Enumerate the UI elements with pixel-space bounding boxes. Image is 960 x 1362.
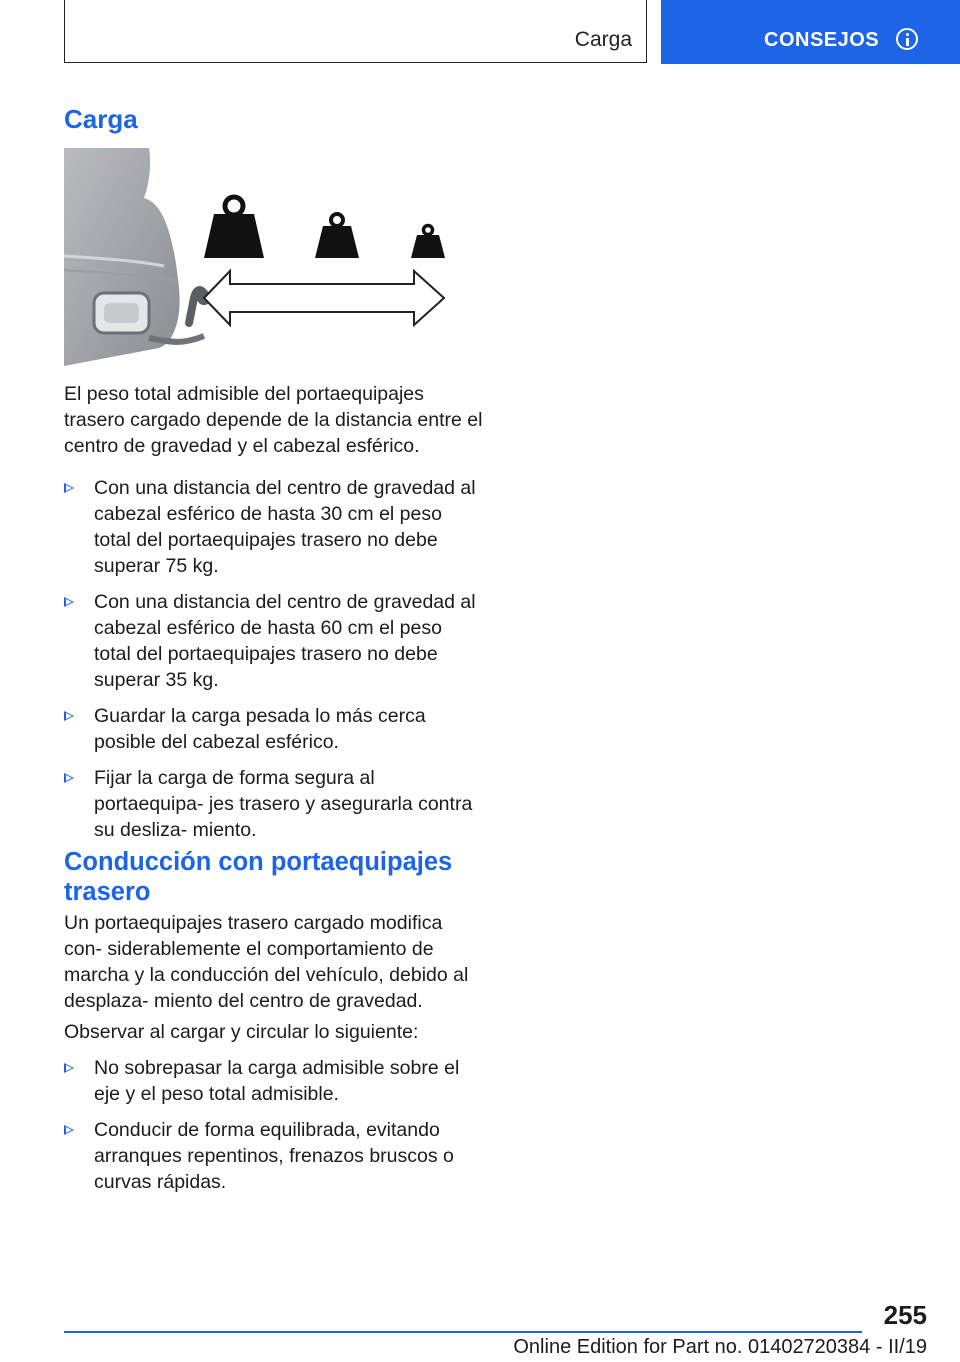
carga-intro-paragraph: El peso total admisible del portaequipajes trasero cargado depende de la distancia entre el centro de gravedad y el cabezal esférico. [64,383,483,457]
conduccion-paragraph-2: Observar al cargar y circular lo siguiente: [64,1021,419,1043]
vehicle-rear-illustration [64,148,211,366]
bullet-triangle-icon [64,597,74,607]
weight-icon-medium [315,214,359,258]
section-heading-carga: Carga [64,104,138,134]
footer-divider [64,1331,862,1333]
footer-edition-text: Online Edition for Part no. 01402720384 - II/19 [513,1336,927,1358]
bullet-triangle-icon [64,1125,74,1135]
list-item: Con una distancia del centro de gravedad al cabezal esférico de hasta 60 cm el peso total del portaequipajes trasero no debe superar 35 kg. [64,589,484,693]
list-item: Fijar la carga de forma segura al portaequipa‐ jes trasero y asegurarla contra su desliza‐ miento. [64,765,484,843]
header-box [64,0,647,63]
list-item: Guardar la carga pesada lo más cerca posible del cabezal esférico. [64,703,484,755]
header-tab-label: CONSEJOS [764,29,880,51]
conduccion-paragraph-1: Un portaequipajes trasero cargado modifica con‐ siderablemente el comportamiento de marcha y la conducción del vehículo, debido al desplaza‐ miento del centro de gravedad. [64,912,469,1012]
distance-arrow [204,271,444,325]
header-section-title: Carga [574,28,632,51]
bullet-triangle-icon [64,711,74,721]
list-item: No sobrepasar la carga admisible sobre el eje y el peso total admisible. [64,1055,484,1107]
bullet-triangle-icon [64,483,74,493]
list-item: Conducir de forma equilibrada, evitando arranques repentinos, frenazos bruscos o curvas rápidas. [64,1117,484,1195]
weight-icon-small [411,226,445,259]
info-icon [896,28,918,50]
section-heading-conduccion: Conducción con portaequipajes trasero [64,848,453,906]
weight-icon-large [204,197,264,258]
header-tab-consejos[interactable] [661,0,960,64]
list-item: Con una distancia del centro de gravedad al cabezal esférico de hasta 30 cm el peso total del portaequipajes trasero no debe superar 75 kg. [64,475,484,579]
conduccion-bullet-list [64,1055,484,1205]
bullet-triangle-icon [64,773,74,783]
bullet-triangle-icon [64,1063,74,1073]
page-number: 255 [883,1300,927,1330]
load-diagram-figure [64,148,454,366]
carga-bullet-list [64,475,484,853]
